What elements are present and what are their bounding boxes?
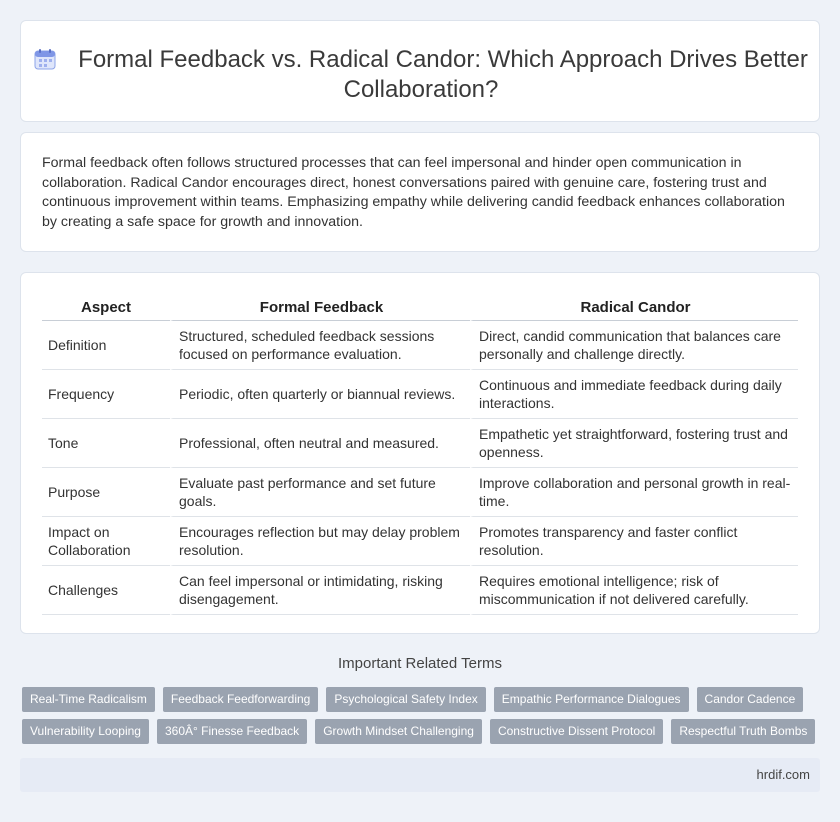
table-row [42, 321, 798, 370]
row-candor: Empathetic yet straightforward, fostering trust and openness. [470, 419, 798, 468]
related-terms-list [22, 687, 822, 744]
table-row [42, 566, 798, 615]
page-title-wrap [21, 45, 821, 105]
header-radical-candor: Radical Candor [470, 297, 798, 321]
table-row [42, 419, 798, 468]
term-tag[interactable]: Respectful Truth Bombs [671, 719, 815, 744]
row-candor: Improve collaboration and personal growth in real-time. [470, 468, 798, 517]
footer-site[interactable]: hrdif.com [756, 767, 810, 782]
row-aspect: Tone [42, 419, 170, 468]
header-formal-feedback: Formal Feedback [170, 297, 470, 321]
row-candor: Promotes transparency and faster conflict resolution. [470, 517, 798, 566]
comparison-card [20, 272, 820, 634]
term-tag[interactable]: 360Â° Finesse Feedback [157, 719, 307, 744]
term-tag[interactable]: Growth Mindset Challenging [315, 719, 482, 744]
table-row [42, 370, 798, 419]
comparison-table [42, 297, 798, 615]
row-aspect: Definition [42, 321, 170, 370]
row-aspect: Impact on Collaboration [42, 517, 170, 566]
footer [20, 758, 820, 792]
term-tag[interactable]: Empathic Performance Dialogues [494, 687, 689, 712]
term-tag[interactable]: Psychological Safety Index [326, 687, 485, 712]
row-aspect: Challenges [42, 566, 170, 615]
row-formal: Structured, scheduled feedback sessions focused on performance evaluation. [170, 321, 470, 370]
term-tag[interactable]: Candor Cadence [697, 687, 804, 712]
row-candor: Continuous and immediate feedback during daily interactions. [470, 370, 798, 419]
table-row [42, 468, 798, 517]
header-card [20, 20, 820, 122]
page-title: Formal Feedback vs. Radical Candor: Which Approach Drives Better Collaboration? [78, 46, 808, 103]
calendar-icon [34, 48, 56, 70]
row-aspect: Frequency [42, 370, 170, 419]
term-tag[interactable]: Constructive Dissent Protocol [490, 719, 663, 744]
row-aspect: Purpose [42, 468, 170, 517]
row-candor: Requires emotional intelligence; risk of miscommunication if not delivered carefully. [470, 566, 798, 615]
row-candor: Direct, candid communication that balances care personally and challenge directly. [470, 321, 798, 370]
term-tag[interactable]: Vulnerability Looping [22, 719, 149, 744]
row-formal: Evaluate past performance and set future goals. [170, 468, 470, 517]
intro-card [20, 132, 820, 252]
intro-paragraph: Formal feedback often follows structured processes that can feel impersonal and hinder open communication in collaboration. Radical Candor encourages direct, honest conversations paired with genuine care, fostering trust and continuous improvement within teams. Emphasizing empathy while delivering candid feedback enhances collaboration by creating a safe space for growth and innovation. [42, 155, 785, 230]
table-row [42, 517, 798, 566]
table-header-row [42, 297, 798, 321]
related-terms-heading: Important Related Terms [338, 655, 502, 672]
row-formal: Periodic, often quarterly or biannual reviews. [170, 370, 470, 419]
row-formal: Encourages reflection but may delay problem resolution. [170, 517, 470, 566]
term-tag[interactable]: Feedback Feedforwarding [163, 687, 318, 712]
row-formal: Can feel impersonal or intimidating, risking disengagement. [170, 566, 470, 615]
header-aspect: Aspect [42, 297, 170, 321]
term-tag[interactable]: Real-Time Radicalism [22, 687, 155, 712]
row-formal: Professional, often neutral and measured. [170, 419, 470, 468]
